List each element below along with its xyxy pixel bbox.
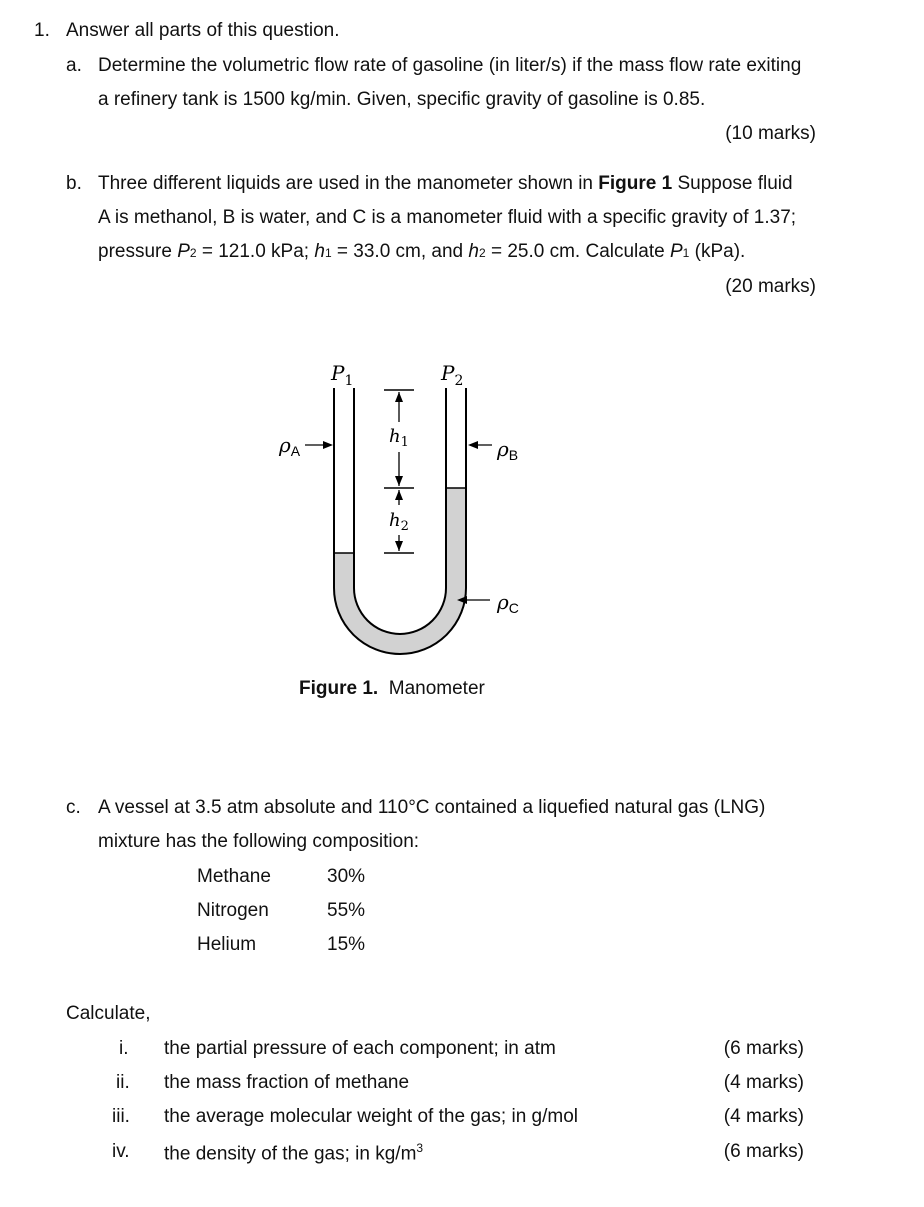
line3-t3: = 33.0 cm, and xyxy=(331,241,469,262)
line3-t1: pressure xyxy=(98,241,178,262)
h1-arrow-down xyxy=(395,476,403,486)
p2-var: P xyxy=(177,241,190,262)
composition-helium-percent: 15% xyxy=(327,934,366,955)
label-p1: $P_1$ xyxy=(331,361,354,389)
rho-a-arrow xyxy=(323,441,333,449)
part-b-line-2: A is methanol, B is water, and C is a manometer fluid with a specific gravity of 1.37; xyxy=(98,207,797,228)
composition-nitrogen-name: Nitrogen xyxy=(197,900,269,921)
p1-sub: 1 xyxy=(682,246,690,260)
figure-caption-label: Figure 1. xyxy=(299,678,379,699)
rho-b-arrow xyxy=(468,441,478,449)
line3-t4: = 25.0 cm. Calculate xyxy=(485,241,670,262)
composition-helium-name: Helium xyxy=(197,934,257,955)
part-a-line-2: a refinery tank is 1500 kg/min. Given, specific gravity of gasoline is 0.85. xyxy=(98,89,706,110)
part-b-marks: (20 marks) xyxy=(725,276,816,297)
h2-arrow-up xyxy=(395,490,403,500)
part-b-letter: b. xyxy=(66,173,82,194)
item-i-marks: (6 marks) xyxy=(723,1038,804,1059)
figure-reference: Figure 1 xyxy=(598,173,673,194)
part-b-line-1-pre: Three different liquids are used in the manometer shown in xyxy=(98,173,599,194)
item-iii-text: the average molecular weight of the gas; in g/mol xyxy=(164,1106,579,1127)
h2-arrow-down xyxy=(395,541,403,551)
part-a-line-1: Determine the volumetric flow rate of gasoline (in liter/s) if the mass flow rate exiting xyxy=(98,55,802,76)
item-iii-numeral: iii. xyxy=(112,1106,130,1127)
p2-sub: 2 xyxy=(189,246,197,260)
h1-sub: 1 xyxy=(324,246,332,260)
part-b-line-1-post: Suppose fluid xyxy=(672,173,793,194)
label-rho-b: $\rho_B$ xyxy=(497,437,519,463)
h2-var: h xyxy=(468,241,479,262)
p1-var: P xyxy=(669,241,683,262)
composition-methane-name: Methane xyxy=(197,866,271,887)
part-a-letter: a. xyxy=(66,55,82,76)
part-c-letter: c. xyxy=(66,797,81,818)
h1-arrow-up xyxy=(395,392,403,402)
h2-sub: 2 xyxy=(478,246,486,260)
h1-var: h xyxy=(314,241,325,262)
part-a-marks: (10 marks) xyxy=(725,123,816,144)
label-h2: $h_2$ xyxy=(389,510,409,534)
question-intro: Answer all parts of this question. xyxy=(66,20,340,41)
label-rho-c: $\rho_C$ xyxy=(497,590,519,616)
item-iv-text xyxy=(164,1141,423,1165)
item-iv-numeral: iv. xyxy=(112,1141,130,1162)
calculate-heading: Calculate, xyxy=(66,1003,151,1024)
question-number: 1. xyxy=(34,20,50,41)
item-iii-marks: (4 marks) xyxy=(723,1106,804,1127)
line3-t2: = 121.0 kPa; xyxy=(196,241,315,262)
item-ii-text: the mass fraction of methane xyxy=(164,1072,410,1093)
item-ii-marks: (4 marks) xyxy=(723,1072,804,1093)
item-iv-text-sup: 3 xyxy=(416,1141,424,1155)
composition-methane-percent: 30% xyxy=(327,866,366,887)
item-ii-numeral: ii. xyxy=(116,1072,130,1093)
item-i-numeral: i. xyxy=(119,1038,129,1059)
figure-caption-text: Manometer xyxy=(388,678,485,699)
label-rho-a: $\rho_A$ xyxy=(279,433,301,459)
part-c-line-2: mixture has the following composition: xyxy=(98,831,420,852)
label-h1: $h_1$ xyxy=(389,426,409,450)
figure-caption xyxy=(299,678,485,700)
label-p2: $P_2$ xyxy=(441,361,464,389)
item-iv-text-main: the density of the gas; in kg/m xyxy=(164,1143,417,1165)
item-i-text: the partial pressure of each component; in atm xyxy=(164,1038,556,1059)
line3-t5: (kPa). xyxy=(689,241,746,262)
item-iv-marks: (6 marks) xyxy=(723,1141,804,1162)
part-c-line-1: A vessel at 3.5 atm absolute and 110°C contained a liquefied natural gas (LNG) xyxy=(98,797,766,818)
composition-nitrogen-percent: 55% xyxy=(327,900,366,921)
